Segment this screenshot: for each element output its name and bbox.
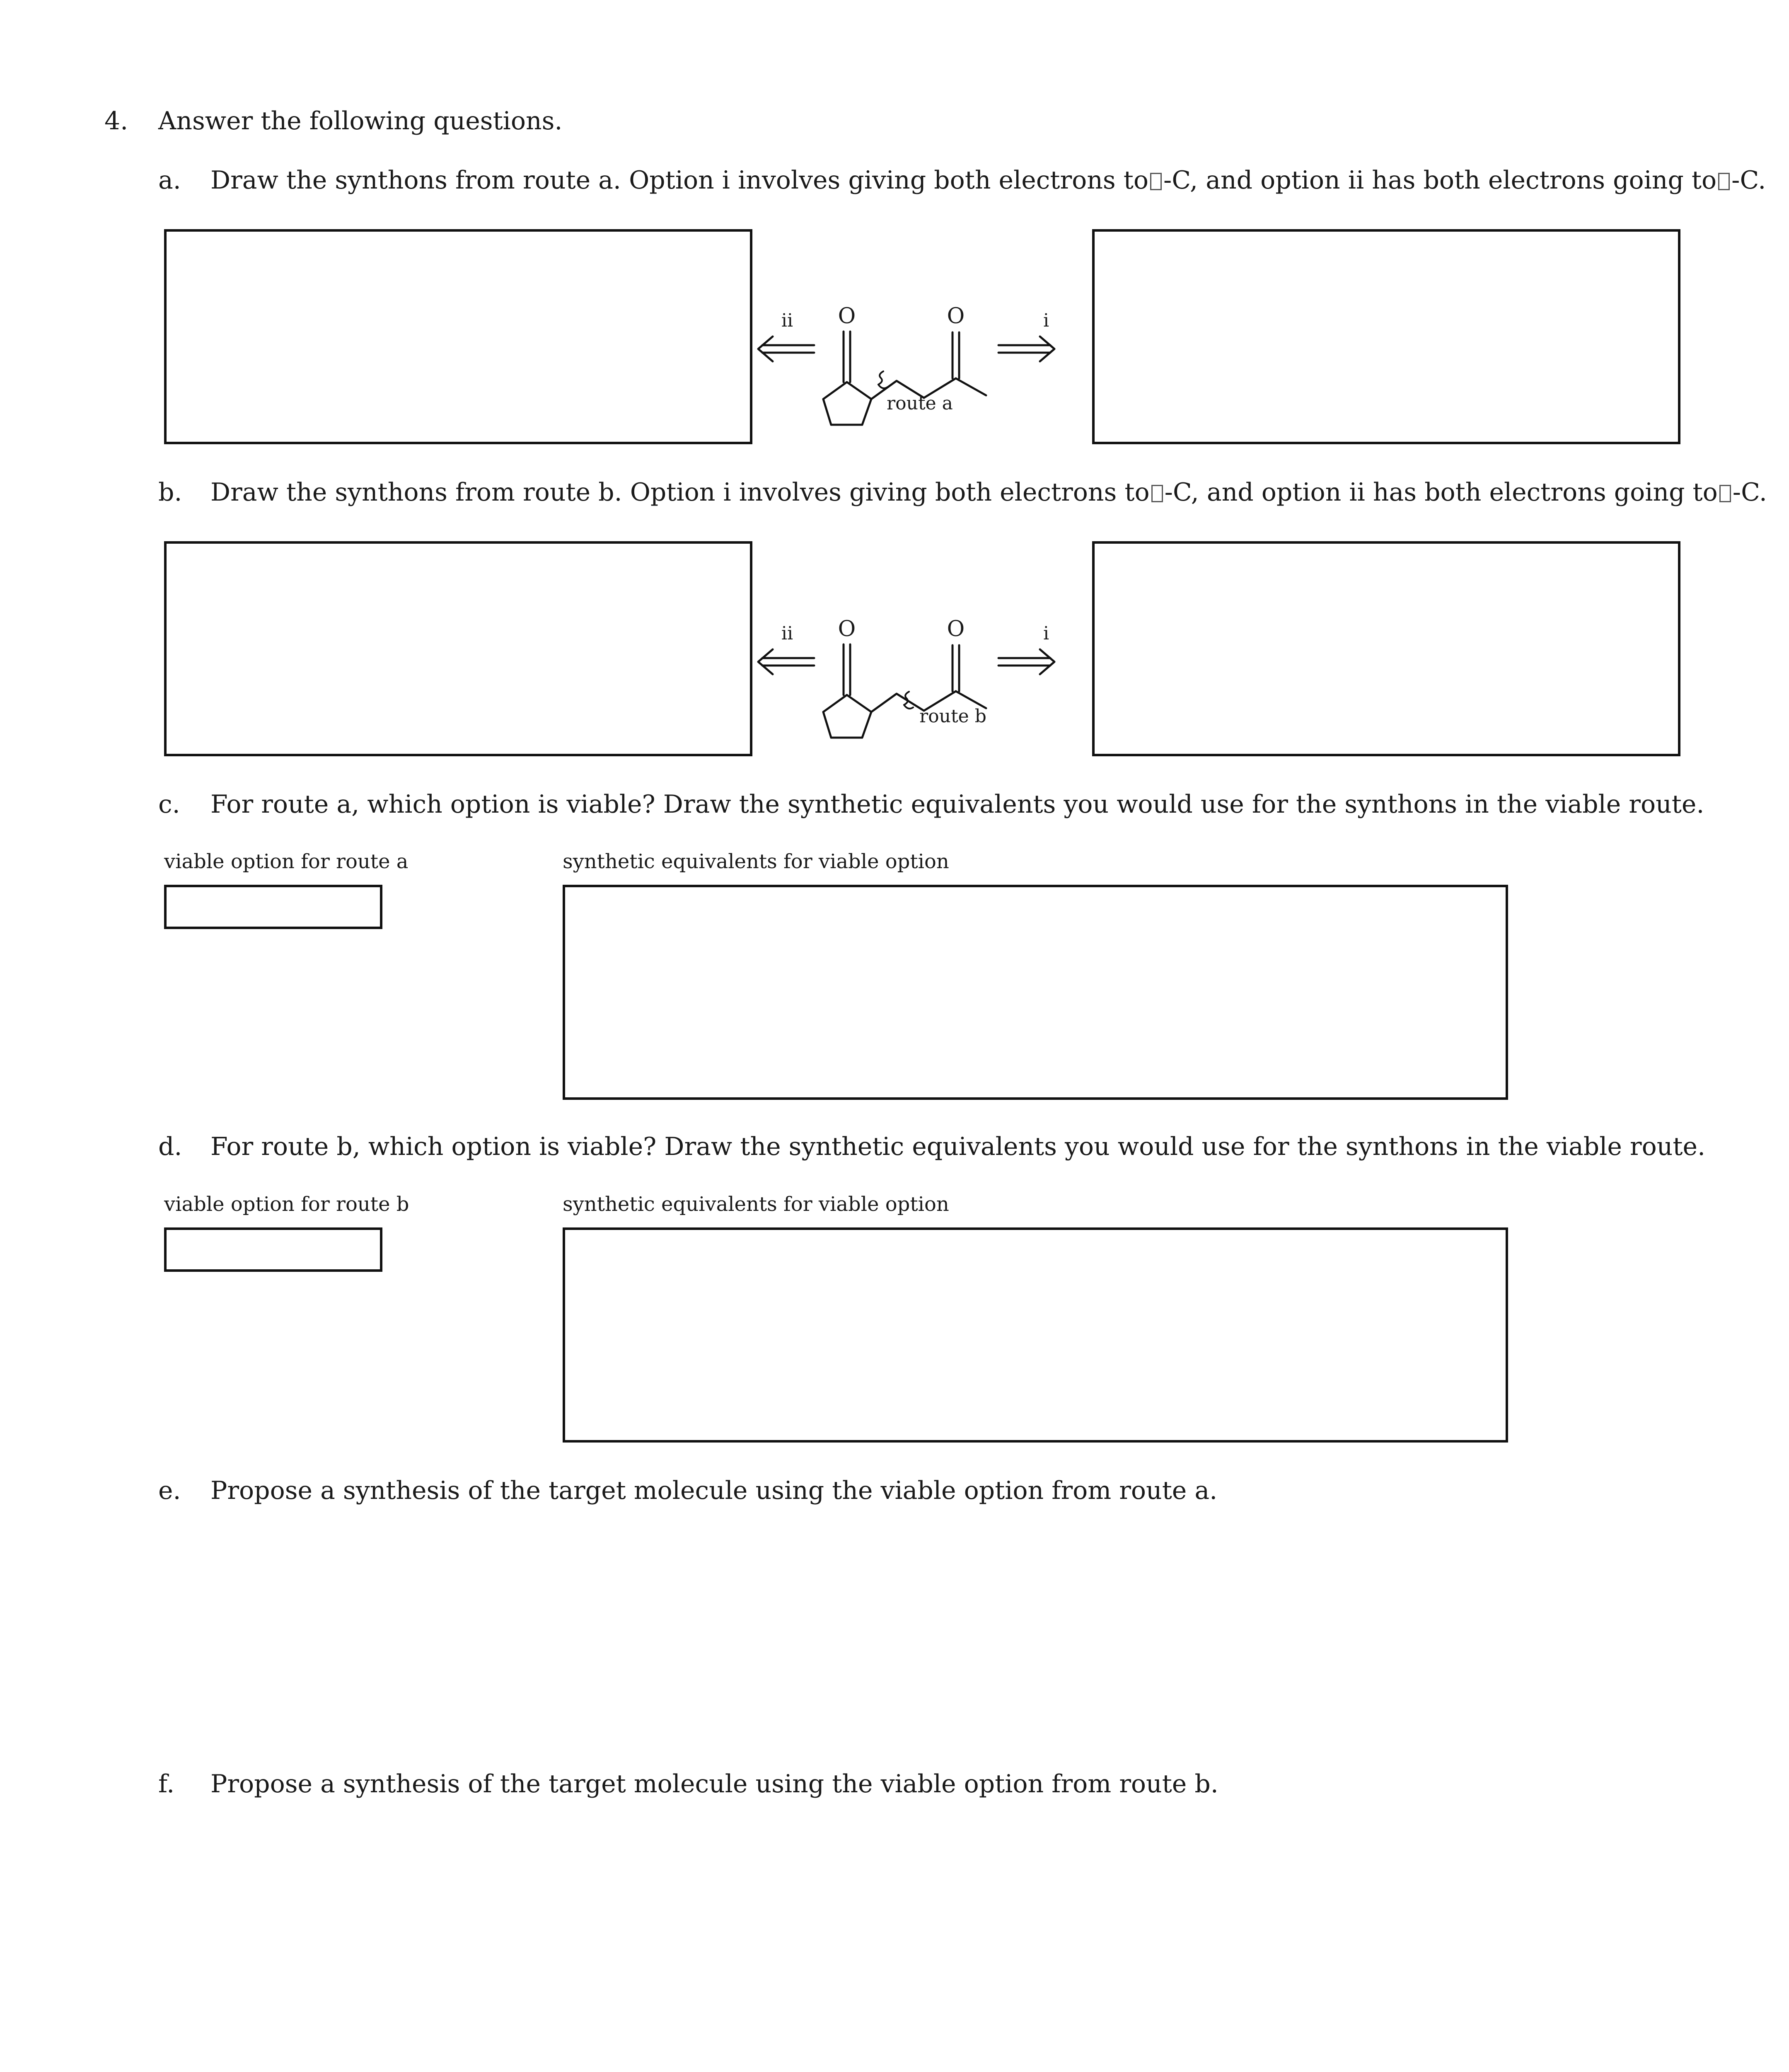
route-b-oxygen-left: O <box>838 617 856 641</box>
missing-greek-glyph-icon <box>1150 173 1162 190</box>
route-a-option-i-answer-box[interactable] <box>1092 229 1680 444</box>
route-a-equivalents-label: synthetic equivalents for viable option <box>563 850 949 873</box>
route-b-equivalents-box[interactable] <box>563 1227 1508 1443</box>
question-intro: Answer the following questions. <box>158 107 563 136</box>
part-e-letter: e. <box>158 1476 181 1505</box>
route-b-option-ii-answer-box[interactable] <box>164 541 752 756</box>
part-b-text-1: Draw the synthons from route b. Option i involves giving both electrons to <box>210 478 1150 507</box>
part-a-text-2: -C, and option ii has both electrons going to <box>1163 166 1717 195</box>
part-b-prompt <box>210 480 1767 505</box>
route-a-option-ii-label: ii <box>781 310 793 331</box>
route-b-label: route b <box>919 706 986 727</box>
route-b-option-ii-label: ii <box>781 623 793 644</box>
missing-greek-glyph-icon <box>1151 485 1163 502</box>
route-b-option-i-answer-box[interactable] <box>1092 541 1680 756</box>
part-b-letter: b. <box>158 478 182 507</box>
route-a-viable-option-box[interactable] <box>164 885 382 929</box>
route-b-viable-option-box[interactable] <box>164 1227 382 1272</box>
missing-greek-glyph-icon <box>1718 173 1730 190</box>
route-a-label: route a <box>887 393 953 414</box>
route-b-structure <box>754 611 1085 748</box>
part-b-text-2: -C, and option ii has both electrons going to <box>1164 478 1718 507</box>
part-f-letter: f. <box>158 1769 175 1798</box>
route-b-oxygen-right: O <box>947 617 965 641</box>
part-e-prompt: Propose a synthesis of the target molecule using the viable option from route a. <box>210 1476 1218 1505</box>
part-d-letter: d. <box>158 1132 182 1161</box>
part-a-text-1: Draw the synthons from route a. Option i involves giving both electrons to <box>210 166 1149 195</box>
route-a-equivalents-box[interactable] <box>563 885 1508 1100</box>
part-b-text-3: -C. <box>1732 478 1767 507</box>
route-a-structure <box>754 298 1085 435</box>
route-b-viable-label: viable option for route b <box>164 1193 409 1216</box>
part-d-prompt: For route b, which option is viable? Draw the synthetic equivalents you would use for the synthons in the viable route. <box>210 1132 1706 1161</box>
part-c-prompt: For route a, which option is viable? Draw the synthetic equivalents you would use for the synthons in the viable route. <box>210 790 1704 819</box>
route-a-viable-label: viable option for route a <box>164 850 409 873</box>
part-a-prompt <box>210 168 1766 193</box>
route-b-option-i-label: i <box>1043 623 1049 644</box>
route-a-oxygen-left: O <box>838 304 856 329</box>
part-c-letter: c. <box>158 790 180 819</box>
part-f-prompt: Propose a synthesis of the target molecule using the viable option from route b. <box>210 1769 1218 1798</box>
route-b-equivalents-label: synthetic equivalents for viable option <box>563 1193 949 1216</box>
question-number: 4. <box>104 107 128 136</box>
missing-greek-glyph-icon <box>1719 485 1731 502</box>
route-a-oxygen-right: O <box>947 304 965 329</box>
route-a-option-ii-answer-box[interactable] <box>164 229 752 444</box>
route-a-option-i-label: i <box>1043 310 1049 331</box>
part-a-text-3: -C. <box>1731 166 1766 195</box>
part-a-letter: a. <box>158 166 181 195</box>
